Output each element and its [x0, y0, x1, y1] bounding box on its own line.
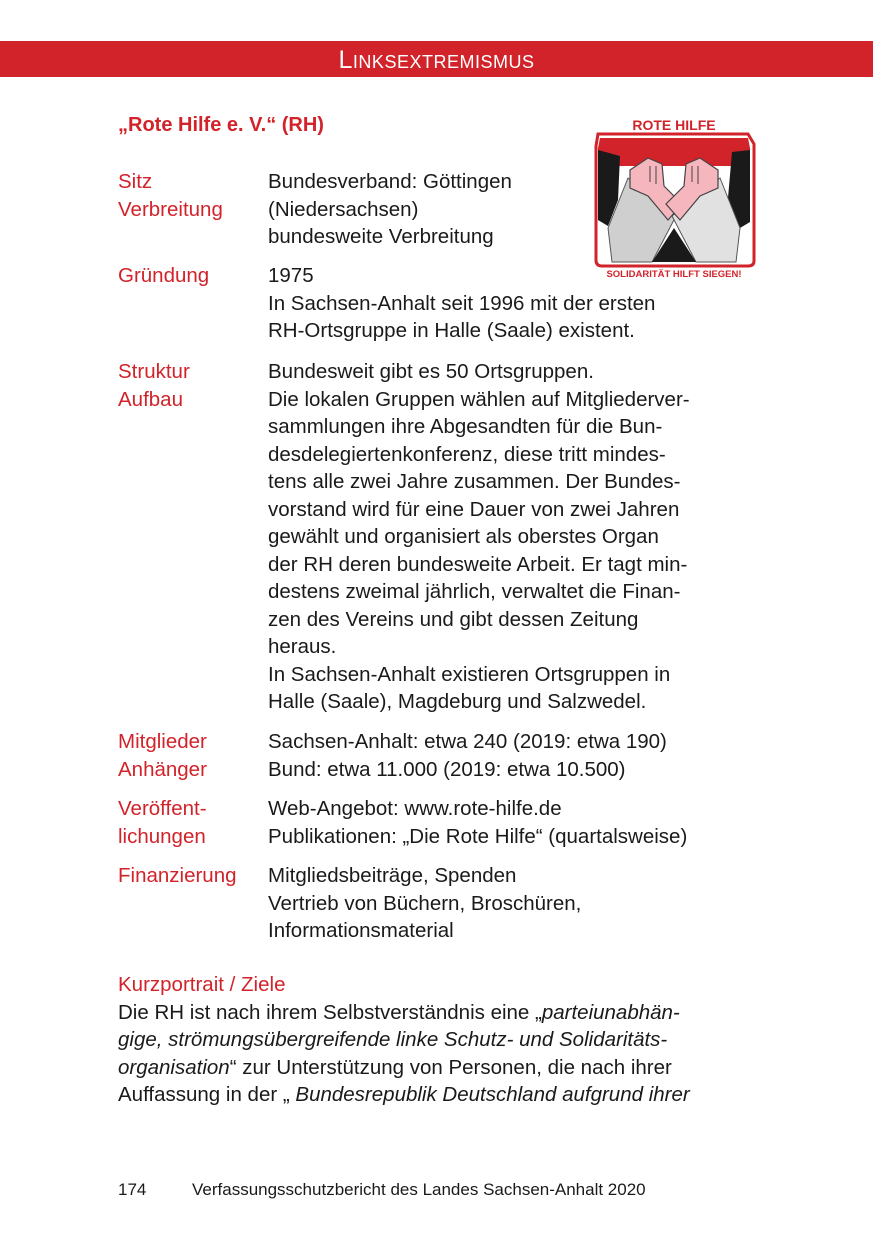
logo-bottom-text: SOLIDARITÄT HILFT SIEGEN!: [606, 269, 742, 280]
organization-title: „Rote Hilfe e. V.“ (RH): [118, 114, 324, 136]
portrait-line-2: gige, strömungsübergreifende linke Schutz- und Solidaritäts-: [118, 1028, 668, 1051]
portrait-line-4: Auffassung in der „ Bundesrepublik Deutschland aufgrund ihrer: [118, 1083, 690, 1106]
portrait-line-1: Die RH ist nach ihrem Selbstverständnis eine „parteiunabhän-: [118, 1000, 680, 1024]
label-mitglieder: Mitglieder Anhänger: [118, 730, 207, 781]
value-struktur: Bundesweit gibt es 50 Ortsgruppen. Die lokalen Gruppen wählen auf Mitgliederver- sammlungen ihre Abgesandten für die Bun- desdelegiertenkonferenz, diese tritt mindes- tens alle zwei Jahre zusammen. Der Bundes- vorstand wird für eine Dauer von zwei Jahren gewählt und organisiert als oberstes Organ der RH deren bundesweite Arbeit. Er tagt min- destens zweimal jährlich, verwaltet die Finan- zen des Vereins und gibt dessen Zeitung heraus. In Sachsen-Anhalt existieren Ortsgruppen in Halle (Saale), Magdeburg und Salzwedel.: [268, 360, 690, 713]
value-gruendung: 1975 In Sachsen-Anhalt seit 1996 mit der ersten RH-Ortsgruppe in Halle (Saale) existent.: [268, 264, 656, 342]
kurzportrait-heading: Kurzportrait / Ziele: [118, 973, 286, 996]
page-footer: [118, 1180, 646, 1200]
label-sitz: Sitz Verbreitung: [118, 170, 223, 221]
section-title: Linksextremismus: [338, 46, 535, 74]
value-sitz: Bundesverband: Göttingen (Niedersachsen) bundesweite Verbreitung: [268, 170, 512, 248]
page-number: 174: [118, 1180, 147, 1199]
logo-top-text: ROTE HILFE: [632, 117, 716, 133]
kurzportrait-section: [118, 971, 758, 1109]
label-finanzierung: Finanzierung: [118, 864, 237, 887]
label-gruendung: Gründung: [118, 264, 210, 287]
value-mitglieder: Sachsen-Anhalt: etwa 240 (2019: etwa 190) Bund: etwa 11.000 (2019: etwa 10.500): [268, 730, 667, 781]
value-finanzierung: Mitgliedsbeiträge, Spenden Vertrieb von Büchern, Broschüren, Informationsmaterial: [268, 864, 582, 942]
label-struktur: Struktur Aufbau: [118, 360, 190, 411]
label-veroeffentlichungen: Veröffent- lichungen: [118, 797, 207, 848]
value-veroeffentlichungen: Web-Angebot: www.rote-hilfe.de Publikationen: „Die Rote Hilfe“ (quartalsweise): [268, 797, 688, 848]
publication-title: Verfassungsschutzbericht des Landes Sachsen-Anhalt 2020: [192, 1180, 646, 1199]
portrait-line-3: organisation“ zur Unterstützung von Personen, die nach ihrer: [118, 1055, 672, 1079]
section-header-bar: [0, 41, 873, 77]
